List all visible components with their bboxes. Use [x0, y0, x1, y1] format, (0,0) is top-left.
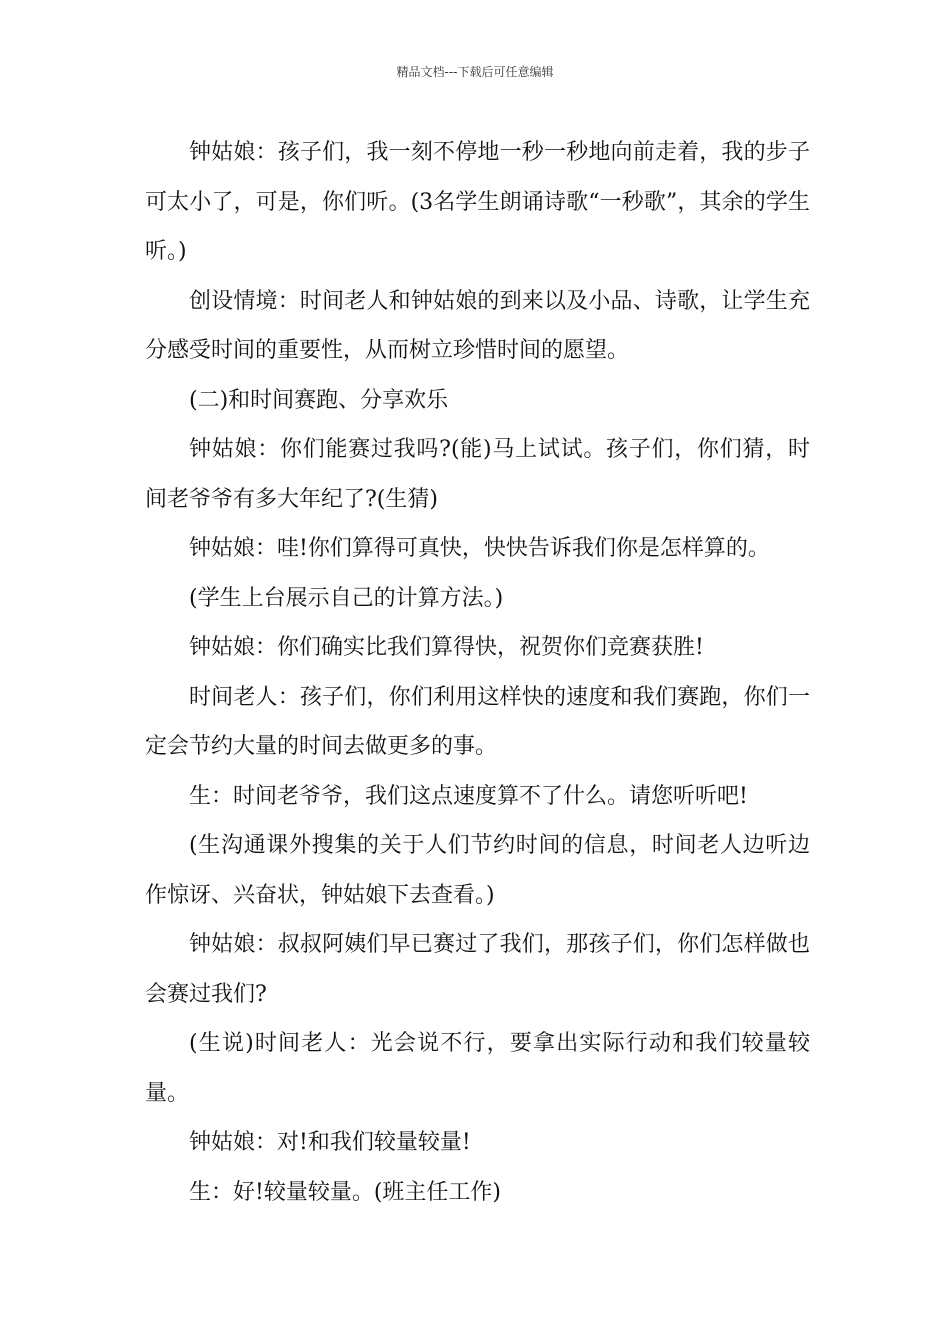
paragraph-4: 钟姑娘：你们能赛过我吗?(能)马上试试。孩子们，你们猜，时间老爷爷有多大年纪了?(生猜) [145, 437, 810, 512]
paragraph-10: (生沟通课外搜集的关于人们节约时间的信息，时间老人边听边作惊讶、兴奋状，钟姑娘下去查看。) [145, 833, 810, 908]
paragraph-3: (二)和时间赛跑、分享欢乐 [189, 387, 449, 413]
paragraph-14: 生：好!较量较量。(班主任工作) [189, 1179, 502, 1205]
paragraph-6: (学生上台展示自己的计算方法。) [189, 585, 504, 611]
paragraph-5: 钟姑娘：哇!你们算得可真快，快快告诉我们你是怎样算的。 [189, 536, 770, 561]
paragraph-1: 钟姑娘：孩子们，我一刻不停地一秒一秒地向前走着，我的步子可太小了，可是，你们听。(3名学生朗诵诗歌“一秒歌”，其余的学生听。) [145, 140, 810, 264]
paragraph-11: 钟姑娘：叔叔阿姨们早已赛过了我们，那孩子们，你们怎样做也会赛过我们? [145, 932, 810, 1007]
paragraph-2: 创设情境：时间老人和钟姑娘的到来以及小品、诗歌，让学生充分感受时间的重要性，从而树立珍惜时间的愿望。 [145, 288, 810, 363]
paragraph-9: 生：时间老爷爷，我们这点速度算不了什么。请您听听吧! [189, 783, 748, 809]
paragraph-12: (生说)时间老人：光会说不行，要拿出实际行动和我们较量较量。 [145, 1031, 810, 1106]
page-header: 精品文档---下载后可任意编辑 [396, 65, 554, 79]
paragraph-7: 钟姑娘：你们确实比我们算得快，祝贺你们竞赛获胜! [189, 635, 704, 660]
paragraph-13: 钟姑娘：对!和我们较量较量! [189, 1130, 471, 1155]
document-body [145, 128, 810, 1217]
paragraph-8: 时间老人：孩子们，你们利用这样快的速度和我们赛跑，你们一定会节约大量的时间去做更多的事。 [145, 684, 810, 759]
